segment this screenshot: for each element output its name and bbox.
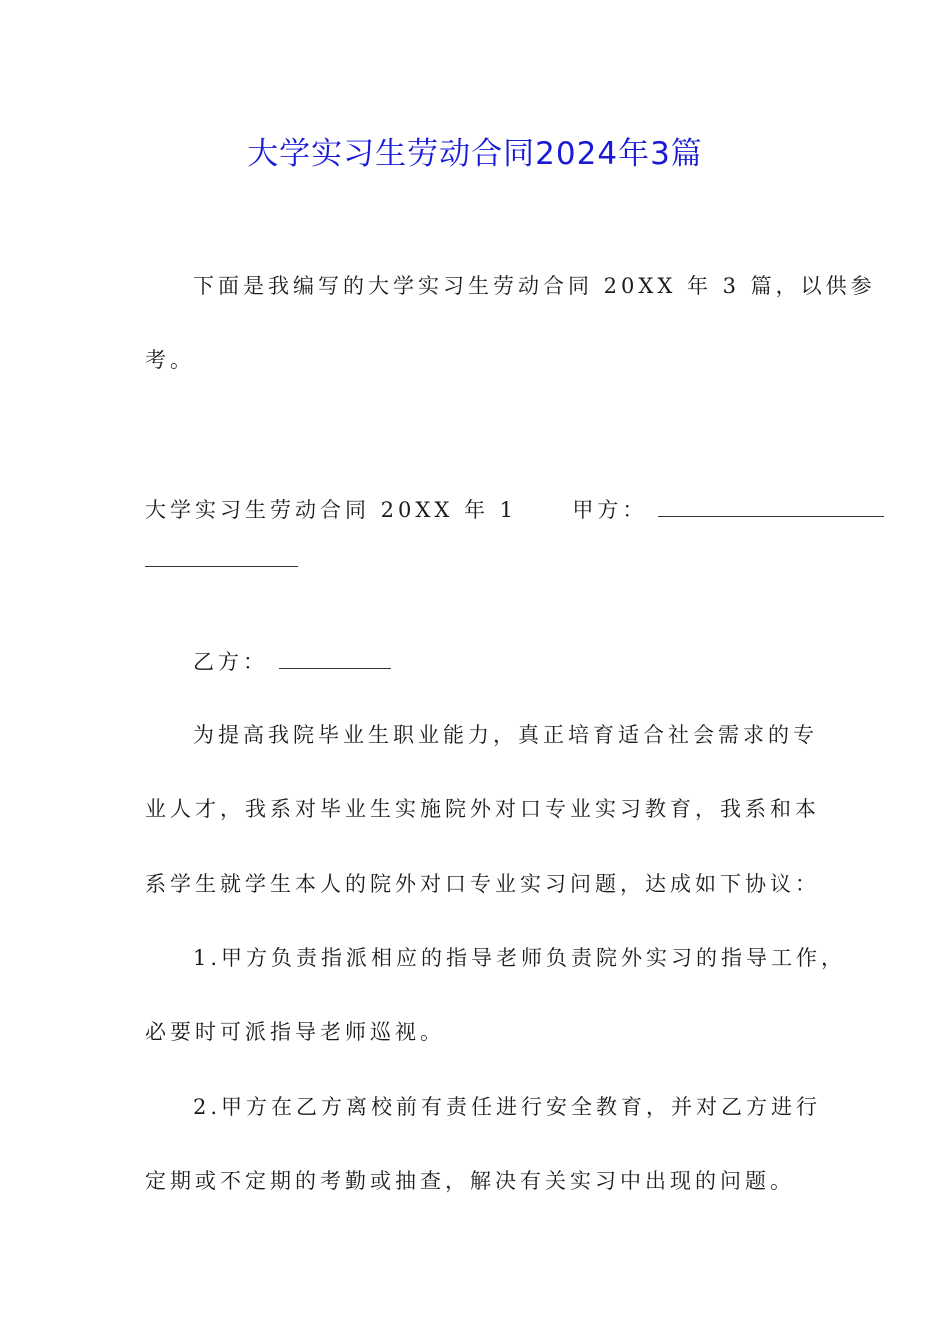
party-a-blank [658,496,884,517]
intro-line-1: 下面是我编写的大学实习生劳动合同 20XX 年 3 篇，以供参 [193,274,876,298]
para1-line-2: 业人才，我系对毕业生实施院外对口专业实习教育，我系和本 [145,797,820,821]
party-b-row [193,648,863,676]
para1-line-1: 为提高我院毕业生职业能力，真正培育适合社会需求的专 [193,723,818,747]
intro-line-2: 考。 [145,348,195,372]
document-title: 大学实习生劳动合同2024年3篇 [247,136,703,172]
item1-line-2: 必要时可派指导老师巡视。 [145,1020,445,1044]
section-heading: 大学实习生劳动合同 20XX 年 1 [145,498,518,522]
item1-line-1: 1.甲方负责指派相应的指导老师负责院外实习的指导工作， [193,946,847,970]
section-heading-row [145,496,815,524]
para1-line-3: 系学生就学生本人的院外对口专业实习问题，达成如下协议： [145,872,820,896]
party-b-label: 乙方： [193,650,268,674]
party-a-blank-continuation [145,566,298,567]
item2-line-1: 2.甲方在乙方离校前有责任进行安全教育，并对乙方进行 [193,1095,822,1119]
item2-line-2: 定期或不定期的考勤或抽查，解决有关实习中出现的问题。 [145,1169,795,1193]
party-b-blank [279,648,391,669]
party-a-label: 甲方： [572,498,648,522]
